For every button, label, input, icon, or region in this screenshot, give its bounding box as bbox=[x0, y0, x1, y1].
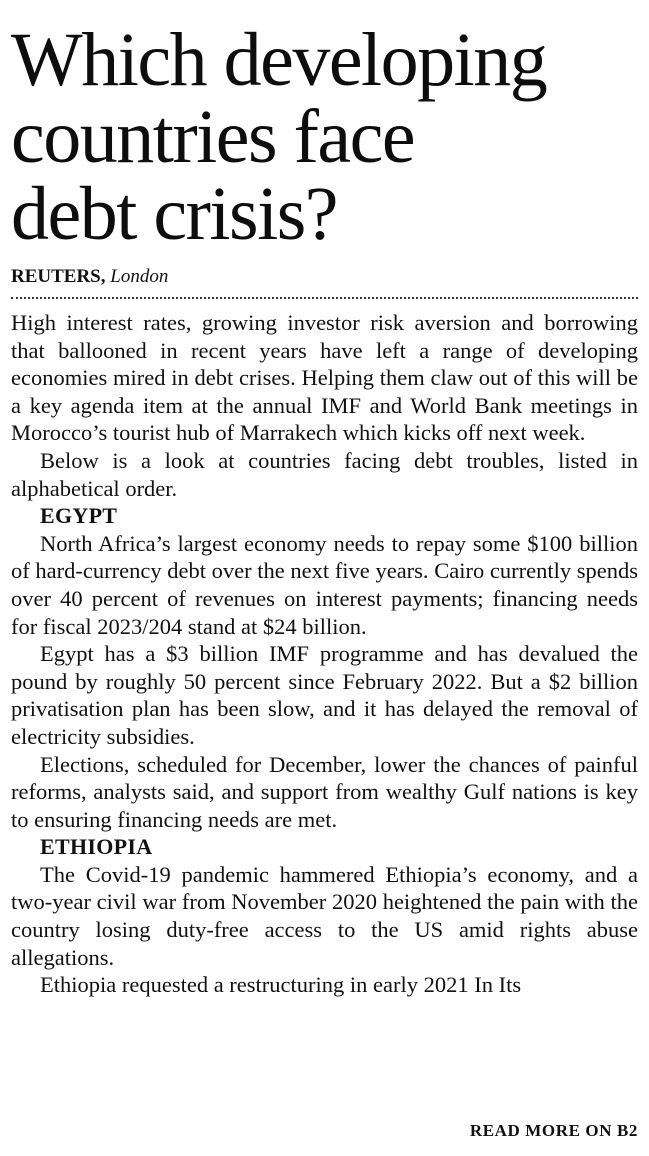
paragraph-intro-2: Below is a look at countries facing debt troubles, listed in alphabetical order. bbox=[11, 447, 638, 501]
byline-location: London bbox=[110, 266, 169, 287]
read-more-link[interactable]: READ MORE ON B2 bbox=[469, 1121, 638, 1140]
paragraph-egypt-1: North Africa’s largest economy needs to repay some $100 billion of hard-currency debt over the next five years. Cairo currently spends over 40 percent of revenues on interest payments; financing needs for fiscal 2023/204 stand at $24 billion. bbox=[11, 530, 638, 639]
headline bbox=[11, 0, 638, 256]
byline-agency: REUTERS, bbox=[11, 266, 106, 287]
headline-line-3: debt crisis? bbox=[11, 172, 338, 256]
paragraph-egypt-2: Egypt has a $3 billion IMF programme and has devalued the pound by roughly 50 percent since February 2022. But a $2 billion privatisation plan has been slow, and it has delayed the removal of electricity subsidies. bbox=[11, 641, 638, 749]
paragraph-ethiopia-1: The Covid-19 pandemic hammered Ethiopia’s economy, and a two-year civil war from November 2020 heightened the pain with the country losing duty-free access to the US amid rights abuse allegations. bbox=[11, 861, 638, 970]
article bbox=[11, 0, 638, 999]
paragraph-egypt-3: Elections, scheduled for December, lower the chances of painful reforms, analysts said, and support from wealthy Gulf nations is key to ensuring financing needs are met. bbox=[11, 751, 638, 832]
dotted-divider bbox=[11, 297, 638, 299]
byline bbox=[11, 266, 638, 288]
headline-line-1: Which developing bbox=[11, 18, 547, 102]
headline-line-2: countries face bbox=[11, 95, 415, 179]
section-heading-ethiopia: ETHIOPIA bbox=[40, 834, 153, 860]
section-heading-egypt: EGYPT bbox=[40, 503, 118, 529]
paragraph-ethiopia-2: Ethiopia requested a restructuring in early 2021 In Its bbox=[40, 972, 522, 998]
paragraph-intro: High interest rates, growing investor risk aversion and borrowing that ballooned in recent years have left a range of developing economies mired in debt crises. Helping them claw out of this will be a key agenda item at the annual IMF and World Bank meetings in Morocco’s tourist hub of Marrakech which kicks off next week. bbox=[11, 310, 638, 446]
article-body bbox=[11, 309, 638, 999]
